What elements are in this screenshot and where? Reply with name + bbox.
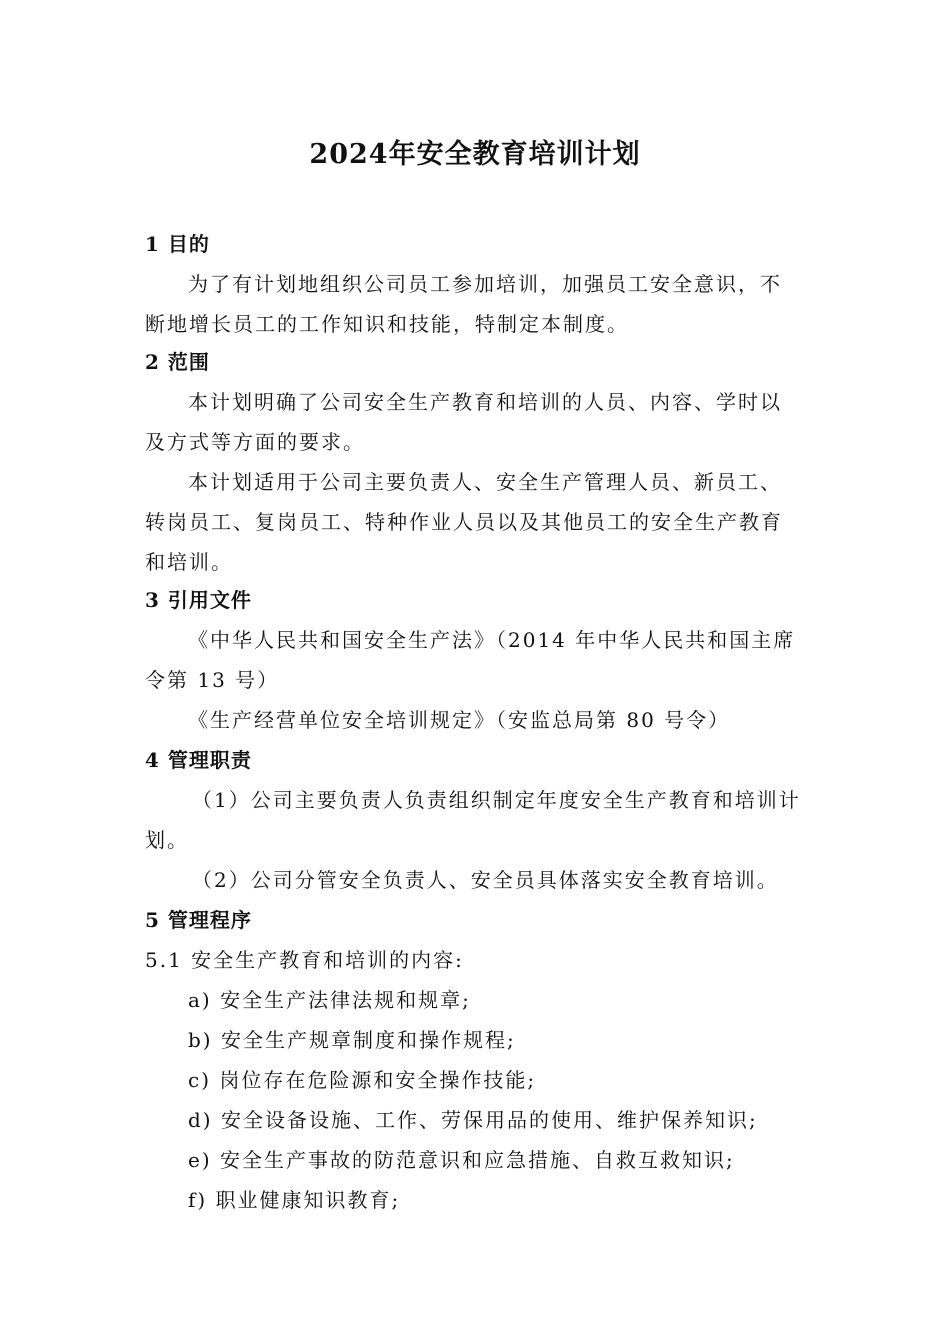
- document-title: 2024年安全教育培训计划: [309, 139, 641, 170]
- responsibility-line: 划。: [145, 828, 189, 852]
- section-heading: 5 管理程序: [145, 908, 252, 932]
- reference-line: 《生产经营单位安全培训规定》（安监总局第 80 号令）: [188, 708, 731, 732]
- list-item: d) 安全设备设施、工作、劳保用品的使用、维护保养知识;: [188, 1108, 758, 1132]
- reference-line: 《中华人民共和国安全生产法》（2014 年中华人民共和国主席: [188, 628, 796, 652]
- reference-line: 令第 13 号）: [145, 668, 280, 692]
- responsibility-line: （1）公司主要负责人负责组织制定年度安全生产教育和培训计: [192, 788, 801, 812]
- section-heading: 2 范围: [145, 350, 210, 374]
- list-item: a) 安全生产法律法规和规章;: [188, 988, 471, 1012]
- paragraph-line: 及方式等方面的要求。: [145, 430, 365, 454]
- subsection-heading: 5.1 安全生产教育和培训的内容:: [145, 948, 464, 972]
- paragraph-line: 断地增长员工的工作知识和技能，特制定本制度。: [145, 312, 629, 336]
- responsibility-line: （2）公司分管安全负责人、安全员具体落实安全教育培训。: [192, 868, 779, 892]
- paragraph-line: 本计划明确了公司安全生产教育和培训的人员、内容、学时以: [188, 390, 782, 414]
- list-item: c) 岗位存在危险源和安全操作技能;: [188, 1068, 537, 1092]
- paragraph-line: 本计划适用于公司主要负责人、安全生产管理人员、新员工、: [188, 470, 782, 494]
- paragraph-line: 转岗员工、复岗员工、特种作业人员以及其他员工的安全生产教育: [145, 510, 783, 534]
- section-heading: 3 引用文件: [145, 588, 252, 612]
- section-heading: 1 目的: [145, 232, 210, 256]
- paragraph-line: 为了有计划地组织公司员工参加培训，加强员工安全意识，不: [188, 272, 782, 296]
- paragraph-line: 和培训。: [145, 550, 233, 574]
- list-item: f) 职业健康知识教育;: [188, 1188, 401, 1212]
- list-item: b) 安全生产规章制度和操作规程;: [188, 1028, 516, 1052]
- section-heading: 4 管理职责: [145, 748, 252, 772]
- list-item: e) 安全生产事故的防范意识和应急措施、自救互救知识;: [188, 1148, 735, 1172]
